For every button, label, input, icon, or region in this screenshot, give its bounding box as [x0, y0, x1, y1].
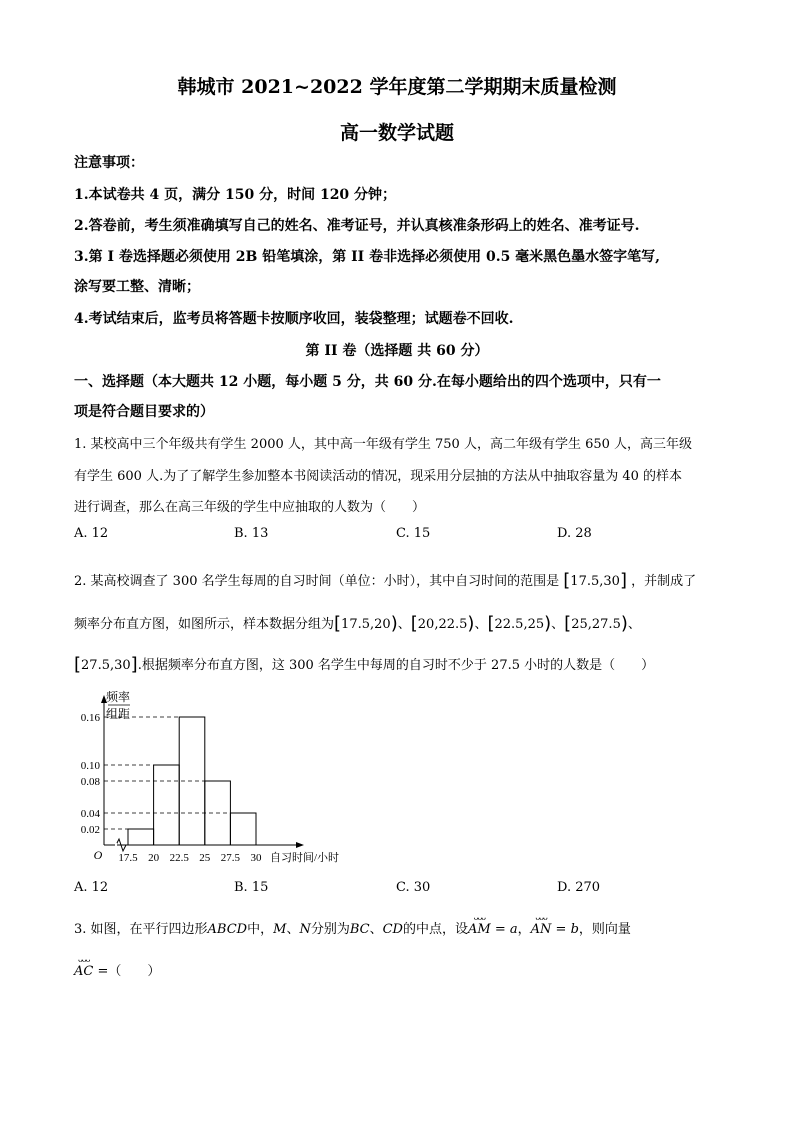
- q2-option-a: A. 12: [74, 880, 109, 895]
- vector-an: ᴗᴗᴗ AN: [530, 913, 552, 937]
- y-label-denominator: 组距: [105, 707, 131, 721]
- x-tick-4: 25: [199, 852, 211, 864]
- section-instruction-1: 一、选择题（本大题共 12 小题，每小题 5 分，共 60 分.在每小题给出的四个选项中，只有一: [74, 374, 661, 390]
- y-tick-2: 0.10: [80, 760, 100, 772]
- q2-line-3: [27.5,30].根据频率分布直方图，这 300 名学生中每周的自习时不少于 27.5 小时的人数是（ ）: [74, 654, 655, 675]
- exam-title: 韩城市 2021~2022 学年度第二学期期末质量检测: [177, 76, 617, 98]
- histogram-bar-5: [230, 813, 256, 845]
- q2-option-c: C. 30: [396, 880, 431, 895]
- section-instruction-2: 项是符合题目要求的）: [74, 404, 214, 420]
- notice-item-1: 1.本试卷共 4 页，满分 150 分，时间 120 分钟；: [74, 187, 397, 203]
- x-tick-2: 20: [148, 852, 160, 864]
- x-axis-arrow: [296, 842, 304, 848]
- interval-group-4: [25,27.5): [564, 613, 628, 634]
- notice-item-3: 3.第 I 卷选择题必须使用 2B 铅笔填涂，第 II 卷非选择必须使用 0.5 毫米黑色墨水签字笔写,: [74, 249, 661, 265]
- q2-option-d: D. 270: [557, 880, 601, 895]
- notice-item-2: 2.答卷前，考生须准确填写自己的姓名、准考证号，并认真核准条形码上的姓名、准考证号.: [74, 218, 640, 234]
- interval-group-2: [20,22.5): [410, 613, 475, 634]
- exam-subtitle: 高一数学试题: [339, 122, 454, 144]
- notice-item-4: 4.考试结束后，监考员将答题卡按顺序收回，装袋整理；试题卷不回收.: [74, 311, 514, 327]
- histogram-bar-2: [154, 765, 180, 845]
- interval-group-3: [22.5,25): [487, 613, 552, 634]
- histogram-bar-1: [128, 829, 154, 845]
- q1-line-2: 有学生 600 人.为了了解学生参加整本书阅读活动的情况，现采用分层抽的方法从中抽取容量为 40 的样本: [74, 469, 683, 484]
- q2-line-1: 2. 某高校调查了 300 名学生每周的自习时间（单位：小时），其中自习时间的范围是 [17.5,30] ，并制成了: [74, 570, 697, 591]
- x-tick-1: 17.5: [118, 852, 138, 864]
- y-tick-1: 0.16: [80, 712, 100, 724]
- vector-am: ᴗᴗᴗ AM: [468, 913, 491, 937]
- interval-group-1: [17.5,20): [334, 613, 398, 634]
- frequency-histogram: [60, 685, 370, 870]
- q1-line-3: 进行调查，那么在高三年级的学生中应抽取的人数为（ ）: [74, 500, 426, 515]
- interval-group-5: [27.5,30]: [74, 654, 138, 675]
- notice-item-3-cont: 涂写要工整、清晰；: [74, 279, 200, 295]
- q3-line-1: 3. 如图，在平行四边形ABCD中，M、N分别为BC、CD的中点，设 ᴗᴗᴗ AM = a， ᴗᴗᴗ AN = b，则向量: [74, 913, 631, 937]
- vector-ac: ᴗᴗᴗ AC: [74, 955, 94, 979]
- section-title: 第 II 卷（选择题 共 60 分）: [305, 343, 489, 359]
- y-tick-5: 0.02: [80, 824, 100, 836]
- x-axis-label: 自习时间/小时: [270, 852, 340, 864]
- y-label-numerator: 频率: [105, 690, 131, 704]
- notice-heading: 注意事项：: [74, 155, 144, 171]
- q3-line-2: ᴗᴗᴗ AC =（ ）: [74, 955, 161, 979]
- x-tick-6: 30: [250, 852, 262, 864]
- q1-option-a: A. 12: [74, 526, 109, 541]
- interval-full: [17.5,30]: [563, 570, 627, 591]
- axis-break-gap: [115, 843, 117, 847]
- q1-option-d: D. 28: [557, 526, 592, 541]
- q1-line-1: 1. 某校高中三个年级共有学生 2000 人，其中高一年级有学生 750 人，高二年级有学生 650 人，高三年级: [74, 437, 693, 452]
- q2-option-b: B. 15: [234, 880, 269, 895]
- origin-label: O: [93, 848, 103, 862]
- q1-option-c: C. 15: [396, 526, 431, 541]
- q1-option-b: B. 13: [234, 526, 269, 541]
- y-tick-3: 0.08: [80, 776, 100, 788]
- x-tick-3: 22.5: [169, 852, 189, 864]
- q2-line-2: 频率分布直方图，如图所示，样本数据分组为[17.5,20)、[20,22.5)、[22.5,25)、[25,27.5)、: [74, 613, 641, 634]
- x-tick-5: 27.5: [220, 852, 241, 864]
- y-tick-4: 0.04: [80, 808, 100, 820]
